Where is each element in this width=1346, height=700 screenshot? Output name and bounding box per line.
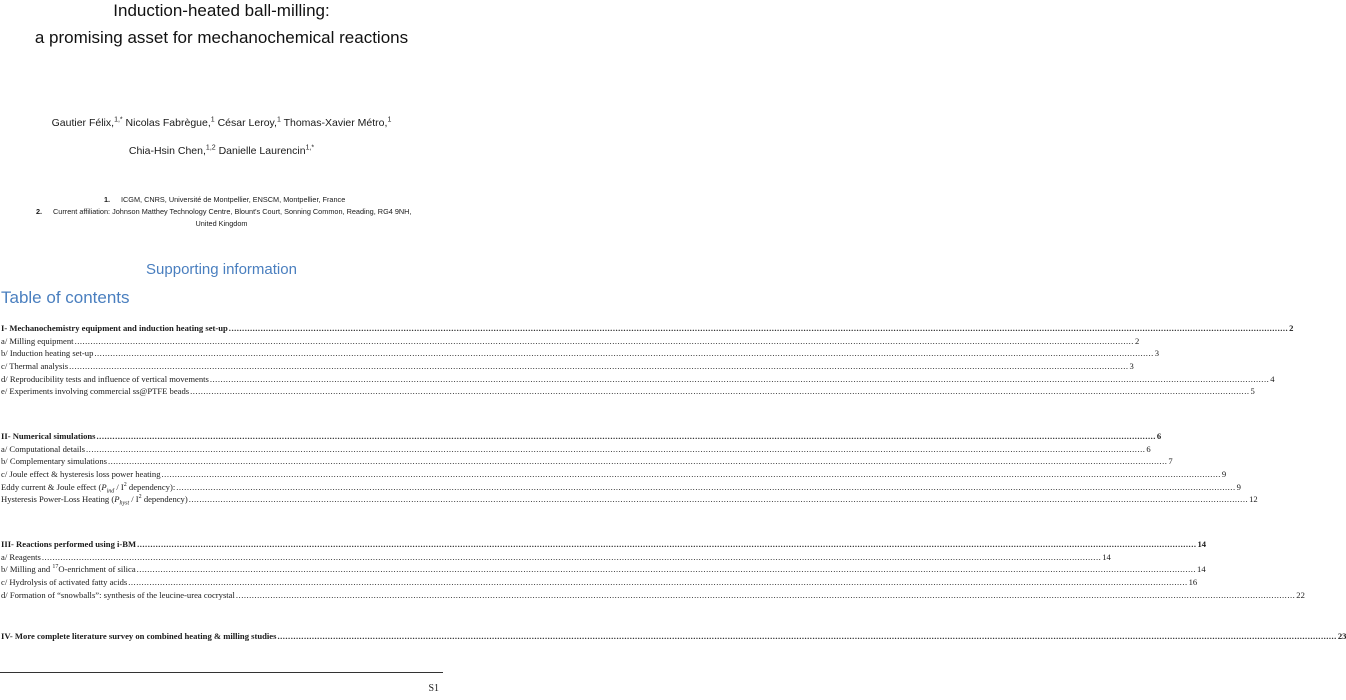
toc-leader-dots: ................................................................................................................................................................................................................................................................................................................................................................................................................	[41, 552, 1102, 562]
toc-page-number: 14	[1197, 564, 1206, 574]
author-name: Gautier Félix,	[51, 117, 115, 129]
toc-leader-dots: ................................................................................................................................................................................................................................................................................................................................................................................................................	[74, 336, 1134, 346]
toc-entry-section-2[interactable]	[1, 431, 1162, 441]
author-line-1	[0, 117, 443, 129]
label-part: / I	[129, 494, 139, 504]
toc-leader-dots: ................................................................................................................................................................................................................................................................................................................................................................................................................	[136, 564, 1197, 574]
toc-page-number: 23	[1337, 631, 1346, 641]
toc-entry-label	[1, 482, 176, 495]
author-name: Nicolas Fabrègue,	[125, 117, 211, 129]
toc-leader-dots: ................................................................................................................................................................................................................................................................................................................................................................................................................	[86, 444, 1146, 454]
toc-entry-3c[interactable]	[1, 577, 1198, 587]
toc-leader-dots: ................................................................................................................................................................................................................................................................................................................................................................................................................	[209, 374, 1270, 384]
subscript-hyst: hyst	[119, 500, 130, 507]
toc-entry-2c[interactable]	[1, 469, 1227, 479]
toc-leader-dots: ................................................................................................................................................................................................................................................................................................................................................................................................................	[228, 323, 1289, 333]
label-part: dependency)	[141, 494, 188, 504]
toc-leader-dots: ................................................................................................................................................................................................................................................................................................................................................................................................................	[277, 631, 1337, 641]
toc-entry-2b[interactable]	[1, 456, 1173, 466]
page-number: S1	[428, 683, 439, 694]
label-part: Eddy current & Joule effect (	[1, 482, 102, 492]
toc-page-number: 4	[1270, 374, 1275, 384]
toc-entry-label: d/ Formation of “snowballs”: synthesis of the leucine-urea cocrystal	[1, 590, 235, 600]
footer-rule	[0, 672, 443, 673]
toc-entry-section-4[interactable]	[1, 631, 1346, 641]
toc-page-number: 9	[1236, 482, 1241, 492]
affiliation-text: Current affiliation: Johnson Matthey Technology Centre, Blount's Court, Sonning Common, Reading, RG4 9NH,	[53, 207, 412, 216]
affiliation-text: United Kingdom	[195, 219, 248, 228]
label-part: dependency):	[126, 482, 176, 492]
toc-entry-label: c/ Thermal analysis	[1, 361, 69, 371]
author-affiliation-mark: 1,*	[114, 116, 123, 124]
toc-entry-1d[interactable]	[1, 374, 1275, 384]
toc-page-number: 22	[1296, 590, 1305, 600]
author-name: Thomas-Xavier Métro,	[283, 117, 388, 129]
author-line-2	[0, 145, 443, 157]
toc-entry-section-1[interactable]	[1, 323, 1294, 333]
label-part: Hysteresis Power-Loss Heating (	[1, 494, 115, 504]
toc-entry-1e[interactable]	[1, 386, 1255, 396]
toc-entry-label: c/ Joule effect & hysteresis loss power heating	[1, 469, 161, 479]
superscript-17: 17	[52, 564, 59, 571]
toc-leader-dots: ................................................................................................................................................................................................................................................................................................................................................................................................................	[128, 577, 1188, 587]
toc-entry-label: d/ Reproducibility tests and influence of vertical movements	[1, 374, 209, 384]
subscript-ind: ind	[106, 488, 115, 495]
toc-page-number: 5	[1250, 386, 1255, 396]
supporting-information-heading: Supporting information	[146, 261, 297, 278]
toc-entry-label: a/ Milling equipment	[1, 336, 74, 346]
toc-entry-label	[1, 564, 136, 574]
author-affiliation-mark: 1,*	[305, 144, 315, 152]
toc-entry-1a[interactable]	[1, 336, 1140, 346]
toc-leader-dots: ................................................................................................................................................................................................................................................................................................................................................................................................................	[188, 494, 1249, 504]
author-name: Chia-Hsin Chen,	[128, 145, 206, 157]
toc-entry-1c[interactable]	[1, 361, 1134, 371]
toc-entry-3d[interactable]	[1, 590, 1305, 600]
toc-entry-3a[interactable]	[1, 552, 1111, 562]
toc-leader-dots: ................................................................................................................................................................................................................................................................................................................................................................................................................	[94, 348, 1154, 358]
symbol-p: P	[114, 494, 120, 504]
toc-entry-2e[interactable]	[1, 494, 1258, 507]
paper-title-line-2: a promising asset for mechanochemical reactions	[34, 28, 409, 47]
toc-entry-label: a/ Computational details	[1, 444, 86, 454]
label-part: / I	[114, 482, 124, 492]
affiliation-number: 1.	[104, 195, 111, 204]
toc-page-number: 14	[1197, 539, 1207, 549]
toc-entry-label: c/ Hydrolysis of activated fatty acids	[1, 577, 128, 587]
toc-entry-label: III- Reactions performed using i-BM	[1, 539, 137, 549]
toc-page-number: 2	[1134, 336, 1140, 346]
toc-page-number: 6	[1156, 431, 1162, 441]
toc-leader-dots: ................................................................................................................................................................................................................................................................................................................................................................................................................	[190, 386, 1250, 396]
toc-page-number: 3	[1154, 348, 1160, 358]
toc-page-number: 3	[1129, 361, 1134, 371]
toc-page-number: 14	[1102, 552, 1111, 562]
toc-page-number: 2	[1289, 323, 1294, 333]
toc-entry-label: I- Mechanochemistry equipment and induction heating set-up	[1, 323, 228, 333]
toc-leader-dots: ................................................................................................................................................................................................................................................................................................................................................................................................................	[161, 469, 1221, 479]
symbol-p: P	[101, 482, 107, 492]
toc-page-number: 16	[1188, 577, 1198, 587]
affiliation-number: 2.	[36, 207, 43, 216]
toc-entry-label	[1, 494, 188, 507]
author-name: César Leroy,	[217, 117, 277, 129]
superscript-2: 2	[123, 482, 127, 489]
toc-page-number: 6	[1146, 444, 1151, 454]
author-affiliation-mark: 1	[210, 116, 215, 124]
toc-page-number: 9	[1221, 469, 1227, 479]
author-affiliation-mark: 1	[276, 116, 281, 124]
toc-leader-dots: ................................................................................................................................................................................................................................................................................................................................................................................................................	[137, 539, 1197, 549]
toc-entry-2d[interactable]	[1, 482, 1241, 495]
paper-title-line-1: Induction-heated ball-milling:	[113, 1, 330, 20]
author-name: Danielle Laurencin	[218, 145, 306, 157]
label-part: b/ Milling and	[1, 564, 53, 574]
toc-entry-label: IV- More complete literature survey on combined heating & milling studies	[1, 631, 277, 641]
toc-leader-dots: ................................................................................................................................................................................................................................................................................................................................................................................................................	[235, 590, 1296, 600]
toc-entry-label: b/ Complementary simulations	[1, 456, 107, 466]
label-part: O-enrichment of silica	[58, 564, 136, 574]
toc-entry-label: II- Numerical simulations	[1, 431, 96, 441]
toc-leader-dots: ................................................................................................................................................................................................................................................................................................................................................................................................................	[107, 456, 1168, 466]
toc-entry-2a[interactable]	[1, 444, 1151, 454]
toc-leader-dots: ................................................................................................................................................................................................................................................................................................................................................................................................................	[96, 431, 1156, 441]
toc-leader-dots: ................................................................................................................................................................................................................................................................................................................................................................................................................	[176, 482, 1236, 492]
toc-leader-dots: ................................................................................................................................................................................................................................................................................................................................................................................................................	[69, 361, 1129, 371]
toc-entry-section-3[interactable]	[1, 539, 1207, 549]
table-of-contents-heading: Table of contents	[1, 288, 130, 307]
toc-entry-label: b/ Induction heating set-up	[1, 348, 94, 358]
affiliation-text: ICGM, CNRS, Université de Montpellier, ENSCM, Montpellier, France	[121, 195, 346, 204]
toc-entry-label: a/ Reagents	[1, 552, 41, 562]
toc-page-number: 7	[1168, 456, 1173, 466]
affiliation-1	[104, 195, 345, 204]
toc-page-number: 12	[1249, 494, 1258, 504]
author-affiliation-mark: 1,2	[205, 144, 216, 152]
affiliation-2	[36, 207, 411, 216]
toc-entry-label: e/ Experiments involving commercial ss@PTFE beads	[1, 386, 190, 396]
toc-entry-3b[interactable]	[1, 564, 1206, 574]
superscript-2: 2	[138, 494, 142, 501]
toc-entry-1b[interactable]	[1, 348, 1160, 358]
affiliation-2-continued	[0, 219, 443, 228]
author-affiliation-mark: 1	[387, 116, 392, 124]
